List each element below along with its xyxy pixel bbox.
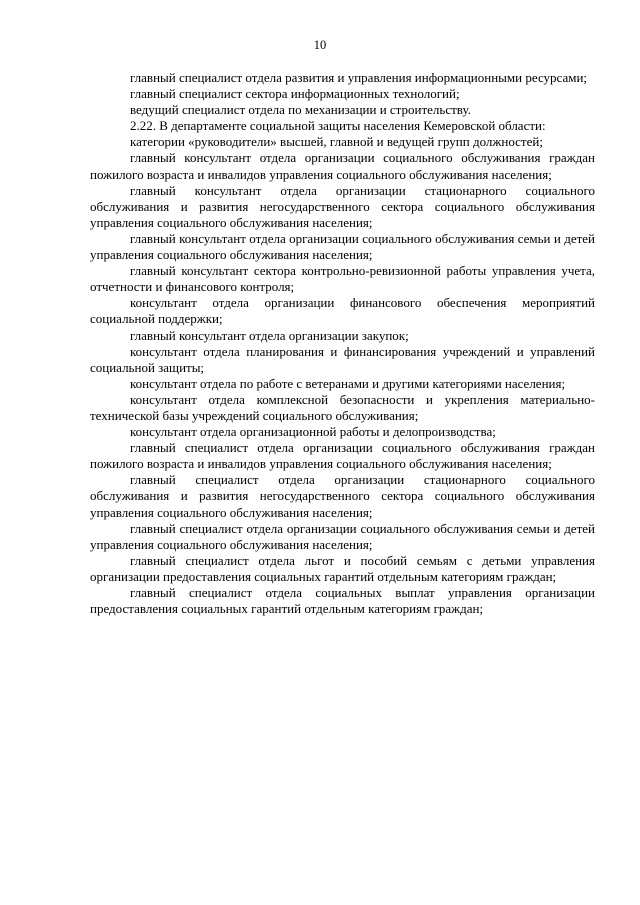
- paragraph: главный консультант отдела организации закупок;: [130, 327, 409, 343]
- paragraph: главный консультант отдела организации социального обслуживания семьи и детей управления социального обслуживания населения;: [90, 230, 595, 263]
- paragraph: консультант отдела организации финансового обеспечения мероприятий социальной поддержки;: [90, 295, 595, 327]
- page-number: 10: [313, 38, 327, 52]
- paragraph: главный консультант сектора контрольно-ревизионной работы управления учета, отчетности и финансового контроля;: [90, 263, 595, 295]
- paragraph: консультант отдела планирования и финансирования учреждений и управлений социальной защиты;: [90, 343, 595, 375]
- paragraph: главный специалист сектора информационных технологий;: [130, 86, 460, 102]
- paragraph: главный консультант отдела организации социального обслуживания граждан пожилого возраста и инвалидов управления социального обслуживания населения;: [90, 150, 595, 182]
- paragraph: главный специалист отдела организации стационарного социального обслуживания и развития негосударственного сектора социального обслуживания управления социального обслуживания населения;: [90, 472, 595, 520]
- paragraph: ведущий специалист отдела по механизации и строительству.: [130, 102, 471, 118]
- paragraph: главный специалист отдела социальных выплат управления организации предоставления социальных гарантий отдельным категориям граждан;: [90, 585, 595, 617]
- paragraph: главный консультант отдела организации стационарного социального обслуживания и развития негосударственного сектора социального обслуживания управления социального обслуживания населения;: [90, 182, 595, 230]
- section-heading-paragraph: 2.22. В департаменте социальной защиты населения Кемеровской области:: [130, 118, 546, 134]
- paragraph: главный специалист отдела организации социального обслуживания граждан пожилого возраста и инвалидов управления социального обслуживания населения;: [90, 440, 595, 472]
- paragraph: главный специалист отдела развития и управления информационными ресурсами;: [130, 70, 588, 85]
- paragraph: консультант отдела комплексной безопасности и укрепления материально-технической базы учреждений социального обслуживания;: [90, 391, 595, 423]
- paragraph: категории «руководители» высшей, главной и ведущей групп должностей;: [130, 134, 543, 150]
- paragraph: главный специалист отдела организации социального обслуживания семьи и детей управления социального обслуживания населения;: [90, 520, 595, 552]
- paragraph: консультант отдела организационной работы и делопроизводства;: [130, 424, 496, 440]
- paragraph: главный специалист отдела льгот и пособий семьям с детьми управления организации предоставления социальных гарантий отдельным категориям граждан;: [90, 552, 595, 584]
- paragraph: консультант отдела по работе с ветеранами и другими категориями населения;: [130, 375, 566, 391]
- document-body: [90, 70, 595, 617]
